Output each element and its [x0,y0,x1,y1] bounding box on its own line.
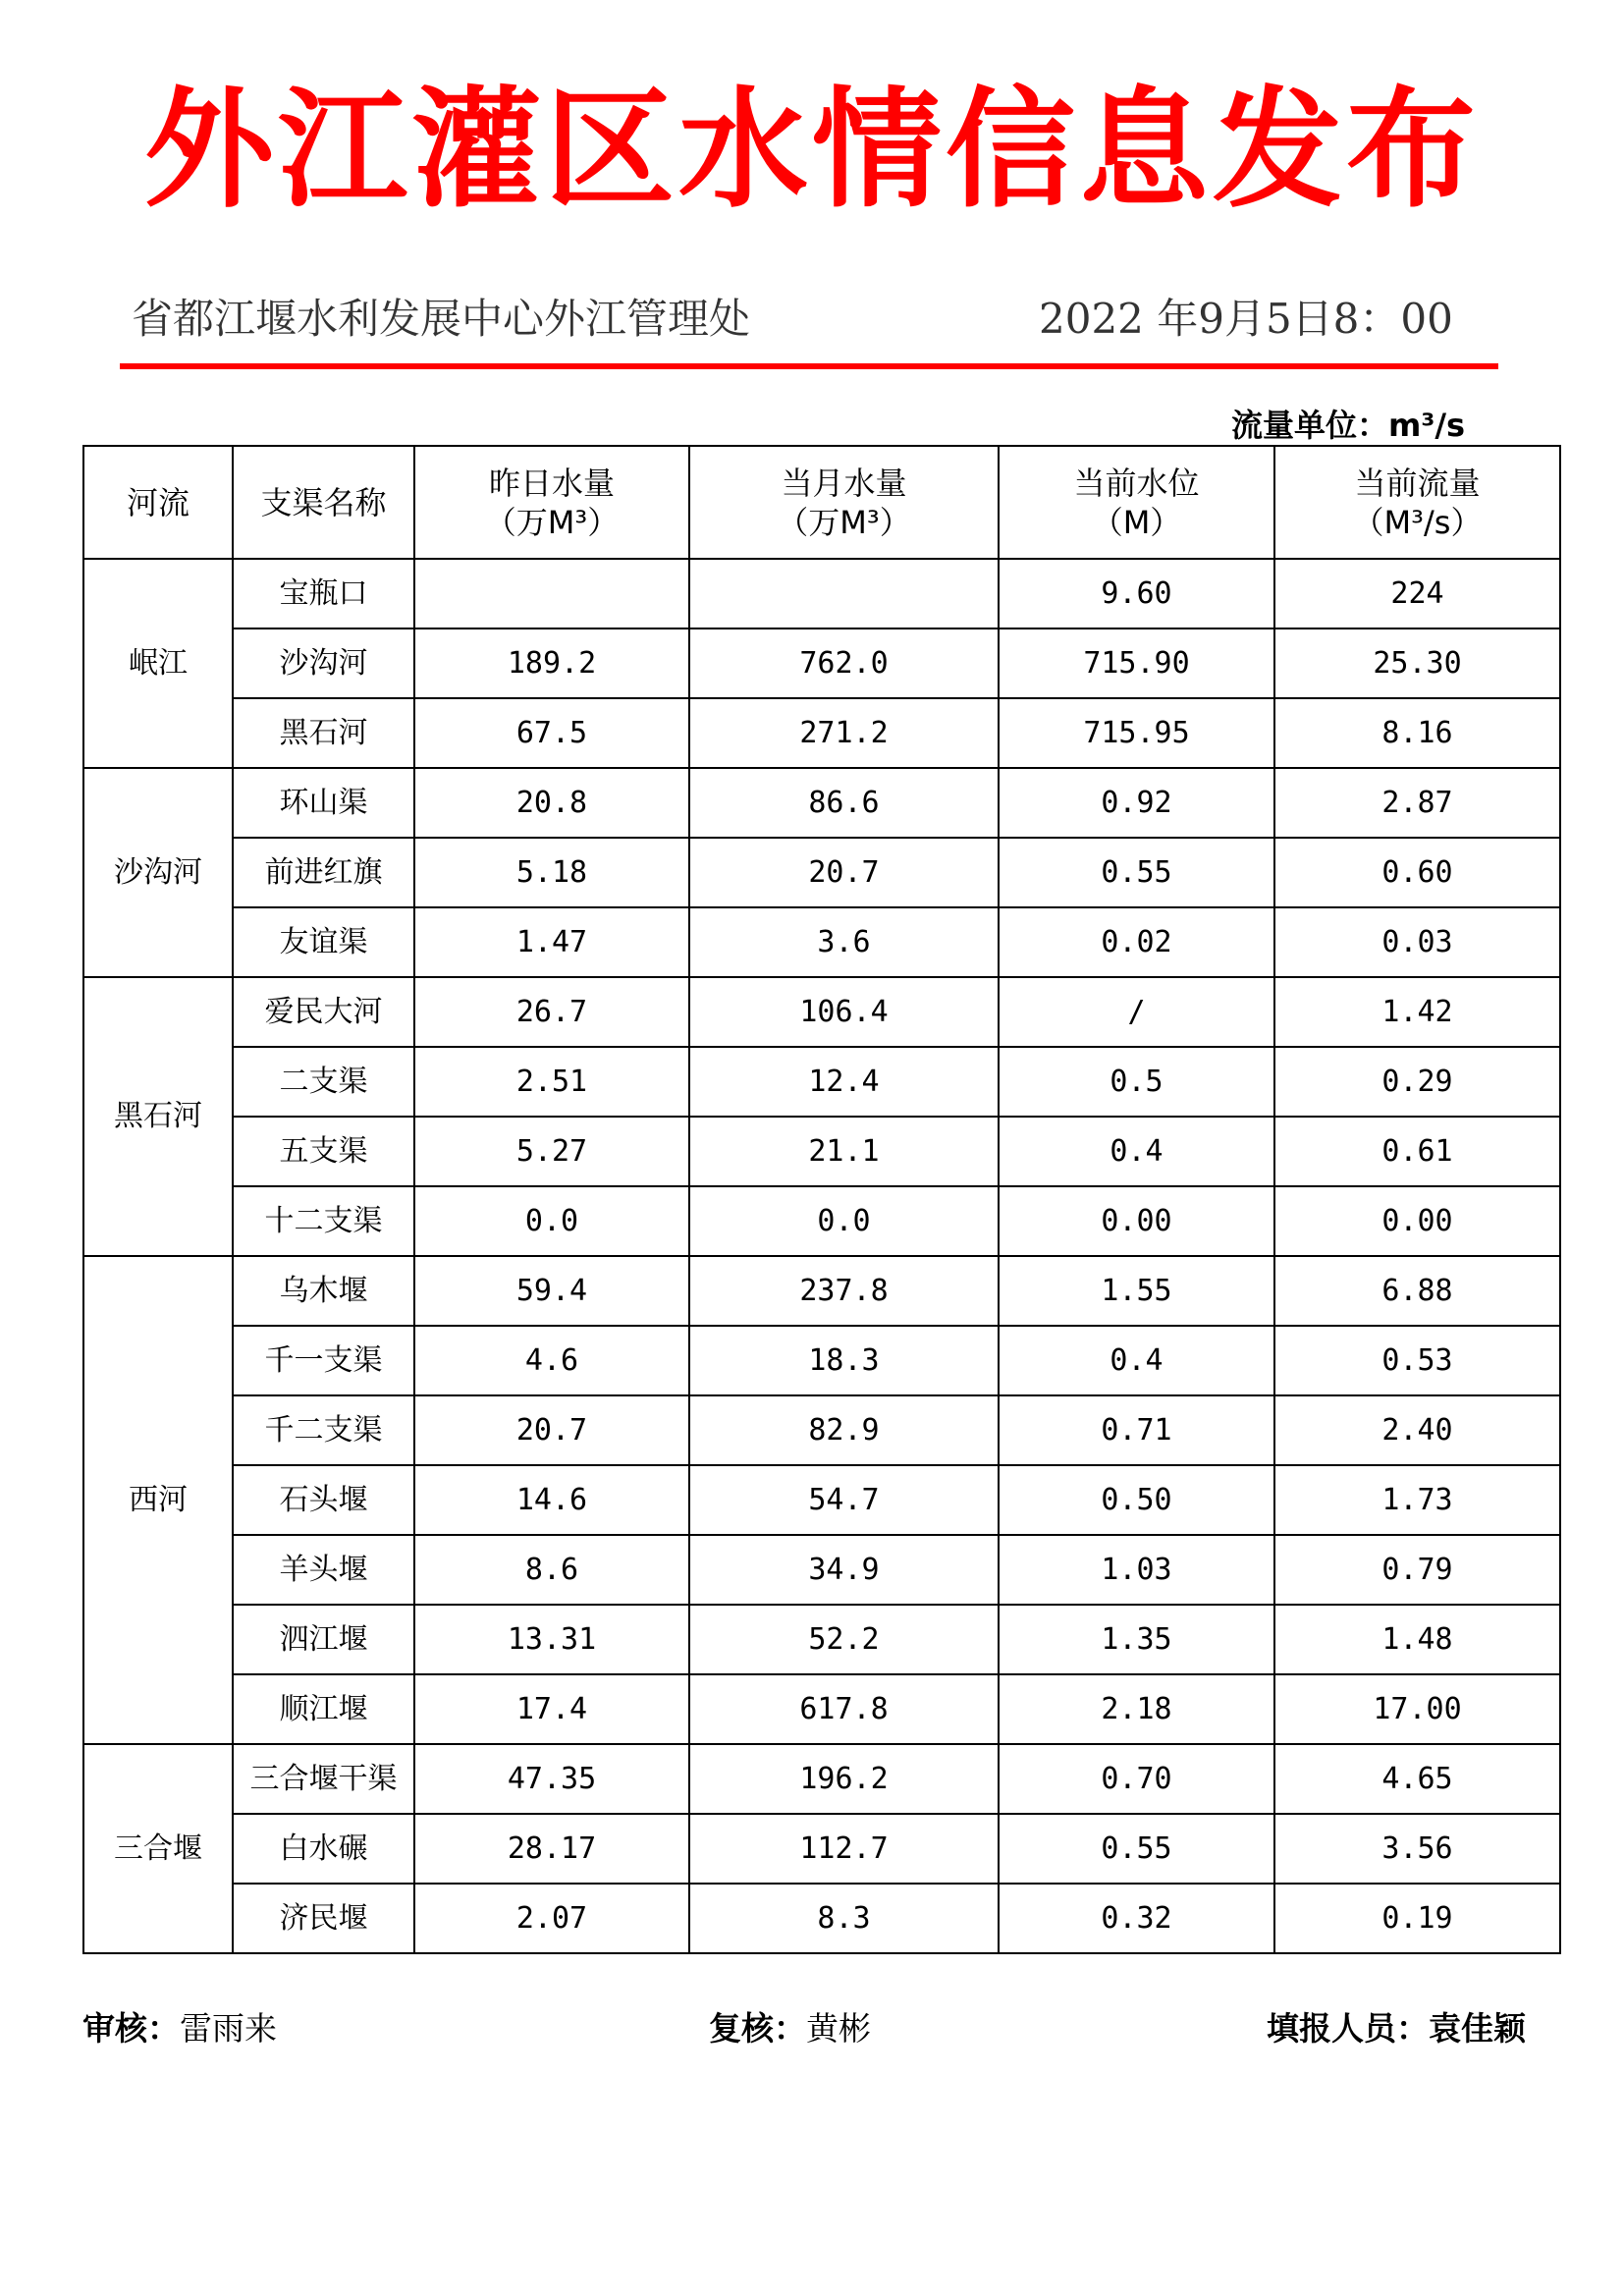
flow-cell: 17.00 [1274,1674,1560,1744]
col-header-month: 当月水量 （万M³） [689,446,999,559]
month-volume-cell: 18.3 [689,1326,999,1395]
table-row [83,1814,1560,1884]
water-level-cell: 0.5 [999,1047,1274,1117]
table-row [83,907,1560,977]
month-volume-cell: 3.6 [689,907,999,977]
branch-cell: 十二支渠 [233,1186,414,1256]
branch-cell: 沙沟河 [233,628,414,698]
yesterday-volume-cell: 5.27 [414,1117,689,1186]
water-level-cell: 1.03 [999,1535,1274,1605]
flow-cell: 1.48 [1274,1605,1560,1674]
water-level-cell: 0.02 [999,907,1274,977]
table-header-row [83,446,1560,559]
water-level-cell: 715.95 [999,698,1274,768]
table-row [83,1535,1560,1605]
month-volume-cell: 12.4 [689,1047,999,1117]
water-level-cell: 0.55 [999,1814,1274,1884]
table-row [83,1186,1560,1256]
branch-cell: 石头堰 [233,1465,414,1535]
water-level-cell: 715.90 [999,628,1274,698]
branch-cell: 千二支渠 [233,1395,414,1465]
filler: 填报人员：袁佳颖 [1267,2009,1526,2048]
table-row [83,977,1560,1047]
water-level-cell: 0.00 [999,1186,1274,1256]
river-cell: 黑石河 [83,977,233,1256]
water-level-cell: 0.92 [999,768,1274,838]
col-header-river: 河流 [83,446,233,559]
branch-cell: 顺江堰 [233,1674,414,1744]
river-cell: 西河 [83,1256,233,1744]
yesterday-volume-cell: 1.47 [414,907,689,977]
yesterday-volume-cell: 0.0 [414,1186,689,1256]
flow-cell: 224 [1274,559,1560,628]
table-row [83,1117,1560,1186]
table-row [83,1465,1560,1535]
report-datetime: 2022 年9月5日8：00 [1039,295,1453,343]
flow-cell: 0.53 [1274,1326,1560,1395]
month-volume-cell [689,559,999,628]
table-row [83,1395,1560,1465]
month-volume-cell: 617.8 [689,1674,999,1744]
branch-cell: 宝瓶口 [233,559,414,628]
flow-cell: 0.03 [1274,907,1560,977]
water-level-cell: 9.60 [999,559,1274,628]
table-row [83,1674,1560,1744]
red-divider [120,363,1498,369]
branch-cell: 羊头堰 [233,1535,414,1605]
col-header-flow: 当前流量 （M³/s） [1274,446,1560,559]
water-level-cell: 0.50 [999,1465,1274,1535]
yesterday-volume-cell: 2.07 [414,1884,689,1953]
month-volume-cell: 112.7 [689,1814,999,1884]
water-data-table [82,445,1561,1954]
yesterday-volume-cell: 20.8 [414,768,689,838]
month-volume-cell: 762.0 [689,628,999,698]
col-header-level: 当前水位 （M） [999,446,1274,559]
branch-cell: 黑石河 [233,698,414,768]
yesterday-volume-cell: 20.7 [414,1395,689,1465]
yesterday-volume-cell [414,559,689,628]
month-volume-cell: 106.4 [689,977,999,1047]
table-row [83,1256,1560,1326]
water-level-cell: 1.55 [999,1256,1274,1326]
yesterday-volume-cell: 17.4 [414,1674,689,1744]
yesterday-volume-cell: 2.51 [414,1047,689,1117]
branch-cell: 环山渠 [233,768,414,838]
branch-cell: 五支渠 [233,1117,414,1186]
table-row [83,1326,1560,1395]
page-title: 外江灌区水情信息发布 [144,75,1480,226]
water-level-cell: 0.4 [999,1117,1274,1186]
table-row [83,628,1560,698]
river-cell: 岷江 [83,559,233,768]
table-row [83,1047,1560,1117]
month-volume-cell: 237.8 [689,1256,999,1326]
col-header-branch: 支渠名称 [233,446,414,559]
water-level-cell: 0.32 [999,1884,1274,1953]
yesterday-volume-cell: 28.17 [414,1814,689,1884]
flow-cell: 0.79 [1274,1535,1560,1605]
yesterday-volume-cell: 5.18 [414,838,689,907]
water-level-cell: 0.70 [999,1744,1274,1814]
water-level-cell: 0.71 [999,1395,1274,1465]
branch-cell: 白水碾 [233,1814,414,1884]
month-volume-cell: 86.6 [689,768,999,838]
yesterday-volume-cell: 13.31 [414,1605,689,1674]
river-cell: 沙沟河 [83,768,233,977]
table-row [83,838,1560,907]
flow-cell: 0.60 [1274,838,1560,907]
table-row [83,1605,1560,1674]
flow-cell: 0.19 [1274,1884,1560,1953]
water-level-cell: 1.35 [999,1605,1274,1674]
yesterday-volume-cell: 59.4 [414,1256,689,1326]
table-row [83,1744,1560,1814]
yesterday-volume-cell: 67.5 [414,698,689,768]
branch-cell: 乌木堰 [233,1256,414,1326]
flow-cell: 4.65 [1274,1744,1560,1814]
branch-cell: 二支渠 [233,1047,414,1117]
yesterday-volume-cell: 189.2 [414,628,689,698]
yesterday-volume-cell: 47.35 [414,1744,689,1814]
flow-cell: 0.00 [1274,1186,1560,1256]
branch-cell: 前进红旗 [233,838,414,907]
reviewer: 审核：雷雨来 [82,2009,277,2048]
col-header-yesterday: 昨日水量 （万M³） [414,446,689,559]
branch-cell: 三合堰干渠 [233,1744,414,1814]
flow-cell: 2.87 [1274,768,1560,838]
flow-cell: 0.29 [1274,1047,1560,1117]
table-row [83,559,1560,628]
month-volume-cell: 82.9 [689,1395,999,1465]
month-volume-cell: 8.3 [689,1884,999,1953]
water-level-cell: 0.4 [999,1326,1274,1395]
month-volume-cell: 21.1 [689,1117,999,1186]
flow-cell: 2.40 [1274,1395,1560,1465]
month-volume-cell: 271.2 [689,698,999,768]
branch-cell: 泗江堰 [233,1605,414,1674]
yesterday-volume-cell: 26.7 [414,977,689,1047]
flow-cell: 8.16 [1274,698,1560,768]
water-level-cell: / [999,977,1274,1047]
flow-cell: 0.61 [1274,1117,1560,1186]
month-volume-cell: 34.9 [689,1535,999,1605]
branch-cell: 济民堰 [233,1884,414,1953]
flow-cell: 3.56 [1274,1814,1560,1884]
issuer-name: 省都江堰水利发展中心外江管理处 [132,295,751,343]
rechecker: 复核：黄彬 [709,2009,871,2048]
yesterday-volume-cell: 14.6 [414,1465,689,1535]
branch-cell: 友谊渠 [233,907,414,977]
table-row [83,768,1560,838]
table-row [83,698,1560,768]
month-volume-cell: 196.2 [689,1744,999,1814]
branch-cell: 爱民大河 [233,977,414,1047]
flow-unit-label: 流量单位：m³/s [1231,407,1466,444]
river-cell: 三合堰 [83,1744,233,1953]
flow-cell: 1.73 [1274,1465,1560,1535]
flow-cell: 6.88 [1274,1256,1560,1326]
flow-cell: 25.30 [1274,628,1560,698]
month-volume-cell: 52.2 [689,1605,999,1674]
yesterday-volume-cell: 4.6 [414,1326,689,1395]
month-volume-cell: 54.7 [689,1465,999,1535]
branch-cell: 千一支渠 [233,1326,414,1395]
water-level-cell: 0.55 [999,838,1274,907]
month-volume-cell: 0.0 [689,1186,999,1256]
yesterday-volume-cell: 8.6 [414,1535,689,1605]
flow-cell: 1.42 [1274,977,1560,1047]
table-row [83,1884,1560,1953]
water-level-cell: 2.18 [999,1674,1274,1744]
month-volume-cell: 20.7 [689,838,999,907]
